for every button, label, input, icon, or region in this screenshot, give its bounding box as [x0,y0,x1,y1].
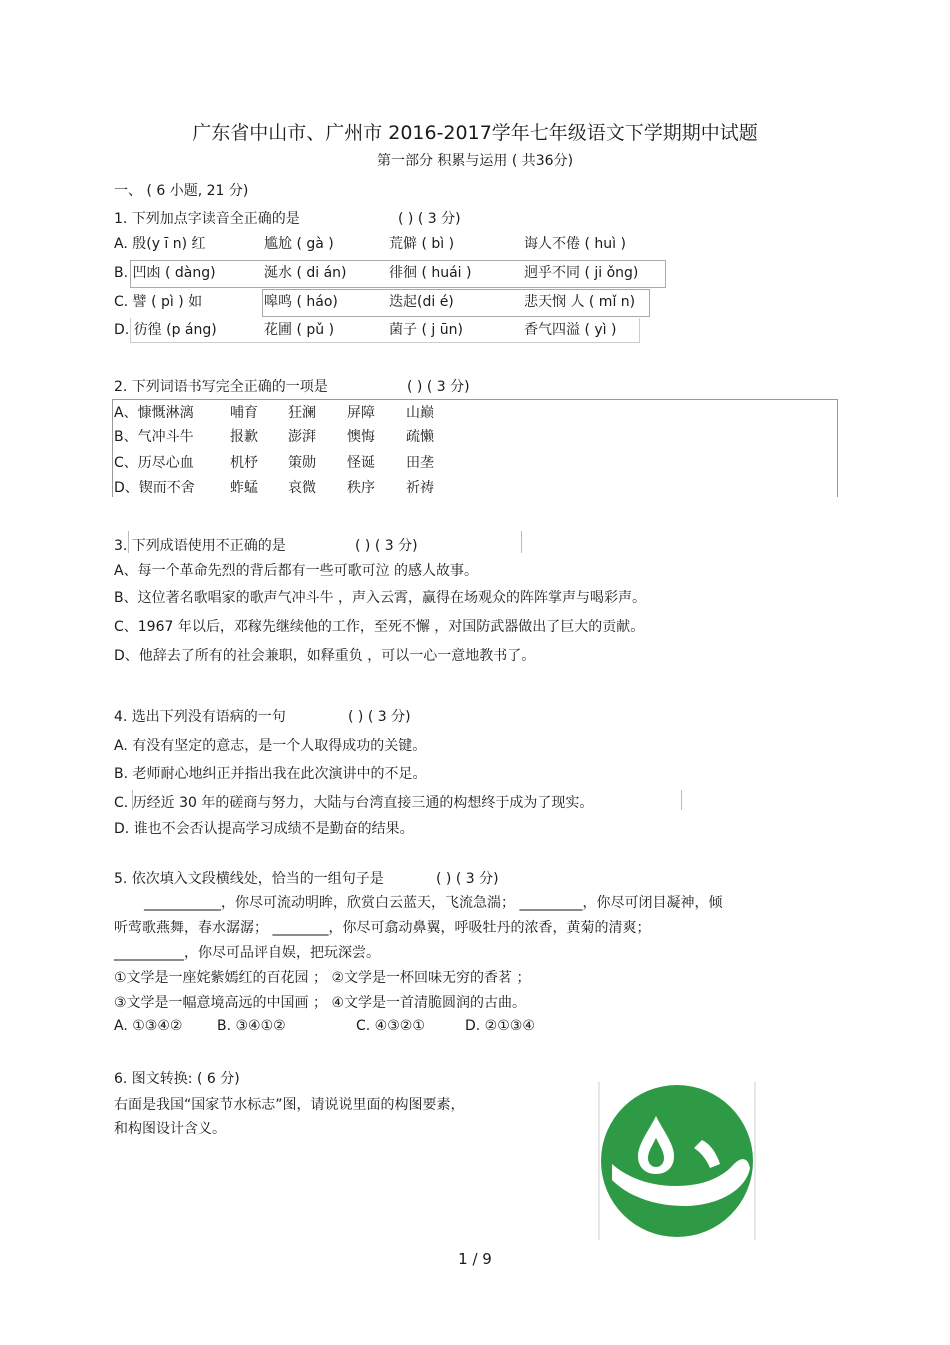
q5-line-3: __________，你尽可品评自娱，把玩深尝。 [114,945,380,961]
q5-line-4: ①文学是一座姹紫嫣红的百花园 ； ②文学是一杯回味无穷的香茗 ； [114,970,531,986]
q4-option-b: B. 老师耐心地纠正并指出我在此次演讲中的不足。 [114,766,427,782]
q1-paren: ( ) ( 3 分) [398,211,461,227]
q3-stem: 3. 下列成语使用不正确的是 [114,538,286,554]
q2-stem: 2. 下列词语书写完全正确的一项是 [114,379,328,395]
page-number: 1 / 9 [458,1250,492,1268]
q5-line-5: ③文学是一幅意境高远的中国画 ； ④文学是一首清脆圆润的古曲。 [114,995,527,1011]
q5-choice-c: C. ④③②① [356,1018,425,1034]
q5-choice-d: D. ②①③④ [465,1018,535,1034]
q5-choice-b: B. ③④①② [217,1018,286,1034]
q3-paren: ( ) ( 3 分) [355,538,418,554]
q4-option-c: C. 历经近 30 年的磋商与努力，大陆与台湾直接三通的构想终于成为了现实。 [114,795,594,811]
q4-stem: 4. 选出下列没有语病的一句 [114,709,286,725]
page-title: 广东省中山市、广州市 2016-2017学年七年级语文下学期期中试题 [192,122,758,144]
q3-option-b: B、这位著名歌唱家的歌声气冲斗牛 ，声入云霄，赢得在场观众的阵阵掌声与喝彩声。 [114,590,647,606]
q6-stem: 6. 图文转换: ( 6 分) [114,1071,240,1087]
q3-option-a: A、每一个革命先烈的背后都有一些可歌可泣 的感人故事。 [114,563,479,579]
q3-option-d: D、他辞去了所有的社会兼职，如释重负 ，可以一心一意地教书了。 [114,648,536,664]
q3-box [128,531,522,553]
q4-option-d: D. 谁也不会否认提高学习成绩不是勤奋的结果。 [114,821,414,837]
q5-choice-a: A. ①③④② [114,1018,183,1034]
q6-line-2: 和构图设计含义。 [114,1121,226,1137]
q3-option-c: C、1967 年以后，邓稼先继续他的工作，至死不懈 ，对国防武器做出了巨大的贡献。 [114,619,645,635]
q4-paren: ( ) ( 3 分) [348,709,411,725]
q6-line-1: 右面是我国“国家节水标志”图，请说说里面的构图要素， [114,1097,465,1113]
q2-box [112,399,838,497]
q4-option-a: A. 有没有坚定的意志，是一个人取得成功的关键。 [114,738,427,754]
q2-paren: ( ) ( 3 分) [407,379,470,395]
q1-stem: 1. 下列加点字读音全正确的是 [114,211,300,227]
q5-stem: 5. 依次填入文段横线处，恰当的一组句子是 [114,871,384,887]
water-saving-logo [598,1082,756,1240]
q5-line-1: ___________，你尽可流动明眸，欣赏白云蓝天，飞流急湍； _________，你尽可闭目凝神，倾 [144,895,723,911]
q5-paren: ( ) ( 3 分) [436,871,499,887]
page-subtitle: 第一部分 积累与运用 ( 共36分) [376,153,574,169]
section-label: 一、 ( 6 小题, 21 分) [114,183,249,199]
q5-line-2: 听莺歌燕舞，春水潺潺； ________，你尽可翕动鼻翼，呼吸牡丹的浓香，黄菊的清爽； [114,920,651,936]
